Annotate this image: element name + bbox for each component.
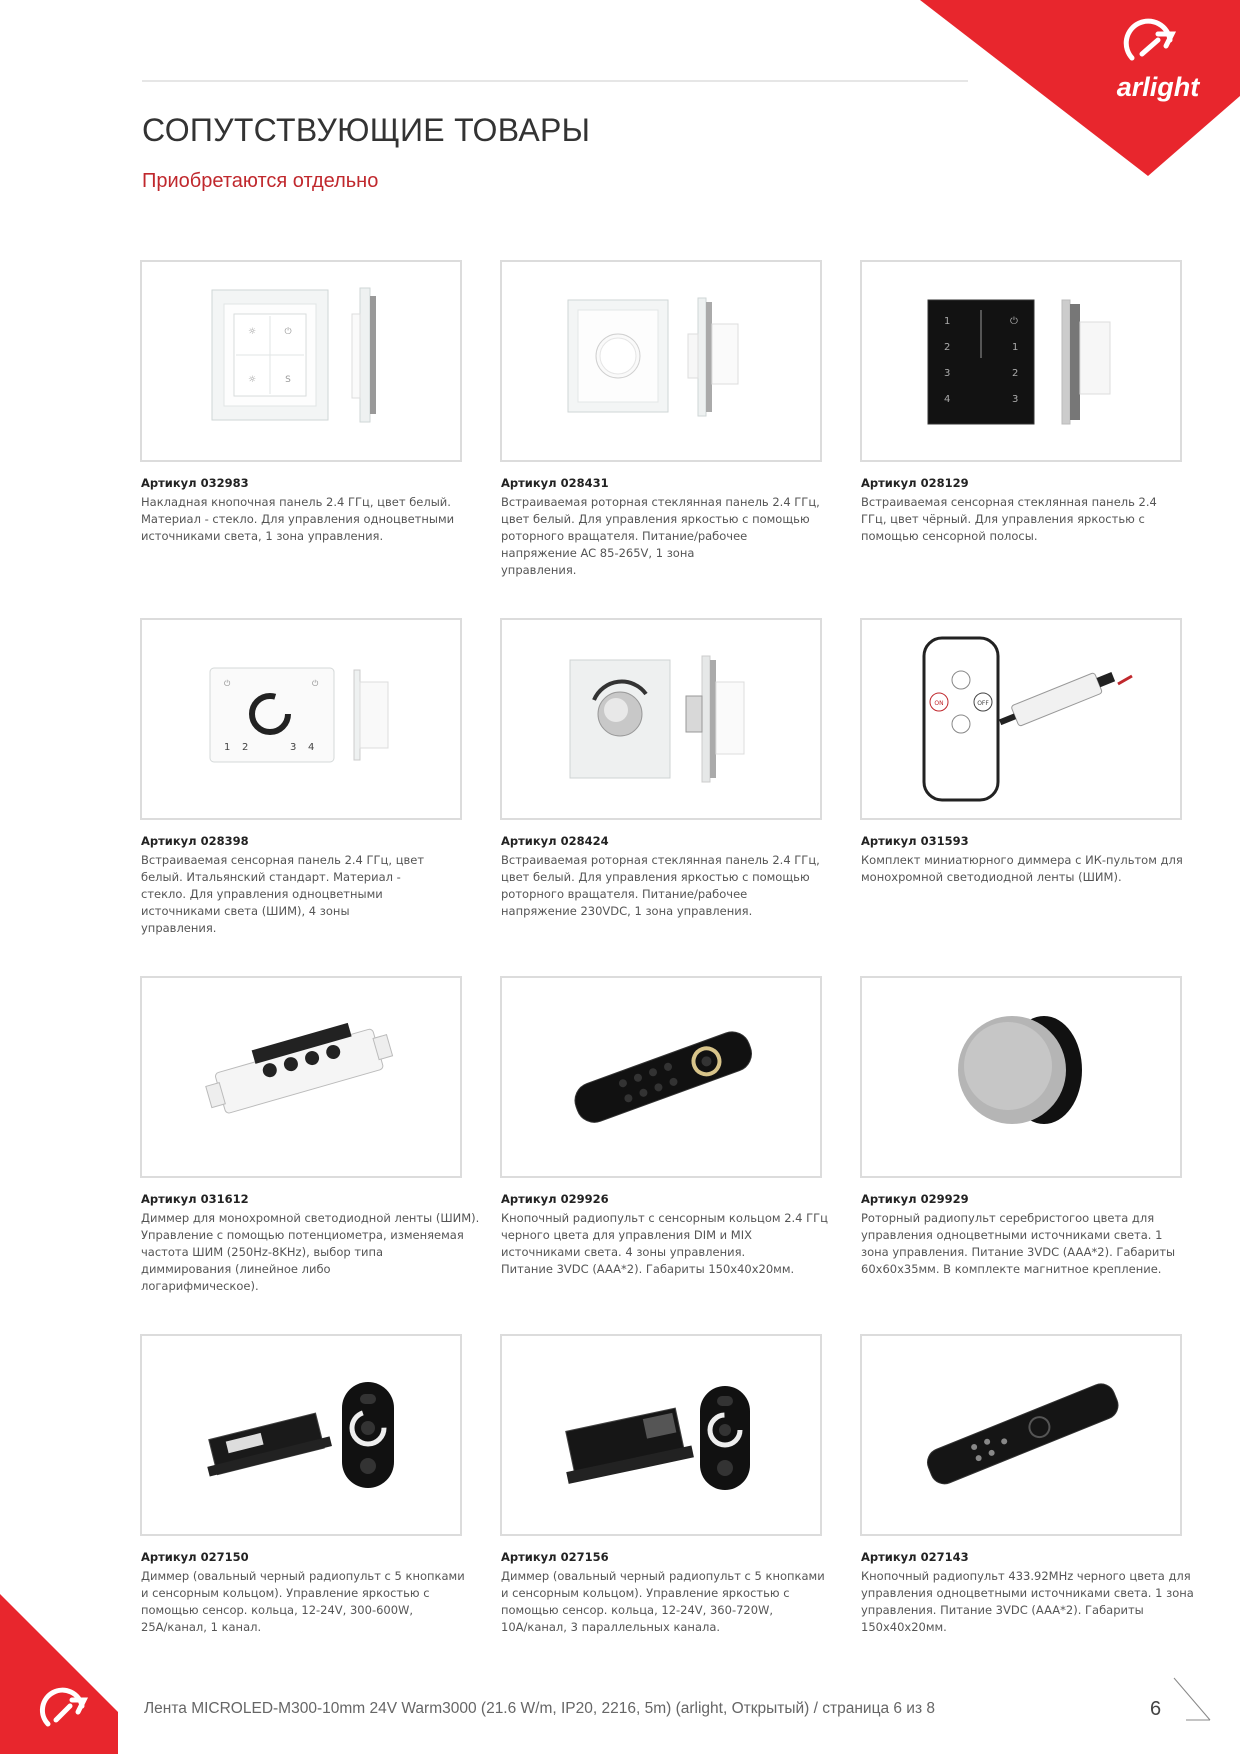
page-subtitle: Приобретаются отдельно [142, 170, 379, 192]
svg-text:2: 2 [944, 342, 951, 353]
product-image-frame [500, 260, 822, 462]
page-title: СОПУТСТВУЮЩИЕ ТОВАРЫ [142, 112, 591, 148]
product-description: Кнопочный радиопульт с сенсорным кольцом 2.4 ГГц черного цвета для управления DIM и MIX источниками света. 4 зоны управления. Питание 3VDC (AAA*2). Габариты 150x40x20мм. [501, 1211, 828, 1276]
svg-text:1: 1 [224, 742, 231, 753]
product-description: Встраиваемая сенсорная панель 2.4 ГГц, цвет белый. Итальянский стандарт. Материал - стекло. Для управления одноцветными источниками света (ШИМ), 4 зоны управления. [141, 853, 425, 935]
svg-text:☼: ☼ [247, 327, 257, 337]
svg-text:☼: ☼ [247, 375, 257, 385]
product-description: Комплект миниатюрного диммера с ИК-пультом для монохромной светодиодной ленты (ШИМ). [861, 853, 1183, 884]
product-description: Диммер (овальный черный радиопульт с 5 кнопками и сенсорным кольцом). Управление яркостью с помощью сенсор. кольца, 12-24V, 360-720W, 10A/канал, 3 параллельных канала. [501, 1569, 825, 1634]
white-rotary-panel-image [502, 262, 820, 460]
article-number: Артикул 032983 [141, 476, 249, 490]
potentiometer-dimmer-image [142, 978, 460, 1176]
svg-text:2: 2 [242, 742, 249, 753]
article-number: Артикул 029926 [501, 1192, 609, 1206]
product-image-frame [860, 618, 1182, 820]
article-number: Артикул 027143 [861, 1550, 969, 1564]
svg-text:S: S [285, 375, 291, 385]
svg-text:3: 3 [290, 742, 297, 753]
white-button-panel-image [142, 262, 460, 460]
article-number: Артикул 028431 [501, 476, 609, 490]
svg-text:2: 2 [1012, 368, 1019, 379]
svg-text:4: 4 [944, 394, 951, 405]
svg-text:⏻: ⏻ [312, 679, 319, 688]
article-number: Артикул 027150 [141, 1550, 249, 1564]
logo-text: arlight [1116, 72, 1200, 102]
product-description: Встраиваемая сенсорная стеклянная панель 2.4 ГГц, цвет чёрный. Для управления яркостью с помощью сенсорной полосы. [861, 495, 1157, 543]
article-number: Артикул 027156 [501, 1550, 609, 1564]
svg-text:1: 1 [1012, 342, 1019, 353]
svg-text:⏻: ⏻ [284, 327, 292, 337]
brand-corner-bottom [0, 1594, 118, 1754]
svg-text:ON: ON [934, 700, 944, 707]
product-image-frame [500, 976, 822, 1178]
article-number: Артикул 031593 [861, 834, 969, 848]
black-touch-panel-image [862, 262, 1180, 460]
svg-text:3: 3 [944, 368, 951, 379]
white-ring-panel-image [142, 620, 460, 818]
svg-text:3: 3 [1012, 394, 1019, 405]
black-ring-remote-image [502, 978, 820, 1176]
svg-text:1: 1 [944, 316, 951, 327]
product-image-frame [860, 260, 1182, 462]
product-description: Диммер для монохромной светодиодной ленты (ШИМ). Управление с помощью потенциометра, изменяемая частота ШИМ (250Hz-8KHz), выбор типа диммирования (линейное либо логарифмическое). [141, 1211, 480, 1293]
product-image-frame [860, 976, 1182, 1178]
page-number: 6 [1150, 1698, 1162, 1720]
black-slim-remote-image [862, 1336, 1180, 1534]
silver-knob-panel-image [502, 620, 820, 818]
brand-corner-logo [920, 0, 1240, 176]
product-image-frame [500, 1334, 822, 1536]
svg-text:OFF: OFF [977, 700, 989, 707]
svg-text:⏻: ⏻ [224, 679, 231, 688]
product-description: Накладная кнопочная панель 2.4 ГГц, цвет белый. Материал - стекло. Для управления одноцветными источниками света, 1 зона управления. [141, 495, 455, 543]
product-description: Кнопочный радиопульт 433.92MHz черного цвета для управления одноцветными источниками света. 1 зона управления. Питание 3VDC (AAA*2). Габариты 150x40x20мм. [861, 1569, 1194, 1634]
article-number: Артикул 028398 [141, 834, 249, 848]
product-image-frame [500, 618, 822, 820]
product-description: Встраиваемая роторная стеклянная панель 2.4 ГГц, цвет белый. Для управления яркостью с помощью роторного вращателя. Питание/рабочее напряжение AC 85-265V, 1 зона управления. [501, 495, 820, 577]
article-number: Артикул 028424 [501, 834, 609, 848]
svg-text:4: 4 [308, 742, 315, 753]
header-divider [142, 80, 968, 82]
product-image-frame [140, 260, 462, 462]
product-image-frame [140, 1334, 462, 1536]
product-description: Встраиваемая роторная стеклянная панель 2.4 ГГц, цвет белый. Для управления яркостью с помощью роторного вращателя. Питание/рабочее напряжение 230VDC, 1 зона управления. [501, 853, 820, 918]
product-image-frame [860, 1334, 1182, 1536]
page-number-slash [1172, 1676, 1212, 1722]
product-description: Роторный радиопульт серебристогоо цвета для управления одноцветными источниками света. 1 зона управления. Питание 3VDC (AAA*2). Габариты 60x60x35мм. В комплекте магнитное крепление. [861, 1211, 1176, 1276]
dimmer-remote-3ch-image [502, 1336, 820, 1534]
ir-remote-kit-image [862, 620, 1180, 818]
product-image-frame [140, 976, 462, 1178]
article-number: Артикул 028129 [861, 476, 969, 490]
article-number: Артикул 031612 [141, 1192, 249, 1206]
product-description: Диммер (овальный черный радиопульт с 5 кнопками и сенсорным кольцом). Управление яркостью с помощью сенсор. кольца, 12-24V, 300-600W, 25A/канал, 1 канал. [141, 1569, 465, 1634]
footer-text: Лента MICROLED-M300-10mm 24V Warm3000 (21.6 W/m, IP20, 2216, 5m) (arlight, Открытый) / страница 6 из 8 [144, 1700, 935, 1717]
silver-rotary-puck-image [862, 978, 1180, 1176]
svg-text:⏻: ⏻ [1010, 316, 1018, 327]
dimmer-remote-1ch-image [142, 1336, 460, 1534]
product-image-frame [140, 618, 462, 820]
article-number: Артикул 029929 [861, 1192, 969, 1206]
